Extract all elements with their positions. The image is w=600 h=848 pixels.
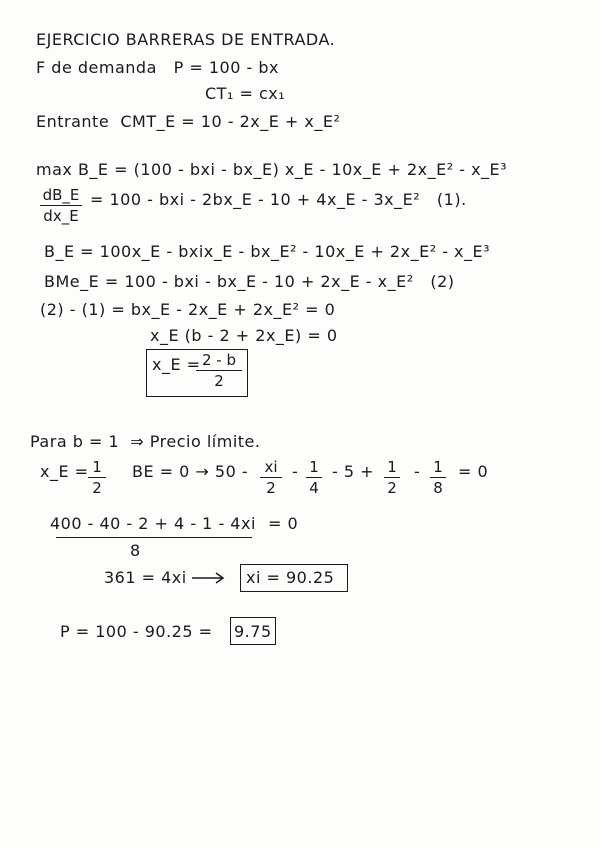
solution-denominator: 2	[214, 372, 224, 390]
equals-zero: = 0	[458, 462, 489, 481]
limit-price-heading: Para b = 1 ⇒ Precio límite.	[30, 432, 261, 451]
half-denominator: 2	[387, 479, 397, 497]
entrant-cost: Entrante CMT_E = 10 - 2x_E + x_E²	[36, 112, 341, 131]
xi-numerator: xi	[264, 458, 278, 476]
xi-result: xi = 90.25	[246, 568, 335, 587]
half-numerator: 1	[387, 458, 397, 476]
quarter-numerator: 1	[309, 458, 319, 476]
quarter-denominator: 4	[309, 479, 319, 497]
xe-numerator: 1	[92, 458, 102, 476]
fraction-bar	[40, 205, 82, 206]
combined-denominator: 8	[130, 541, 141, 560]
difference-equation: (2) - (1) = bx_E - 2x_E + 2x_E² = 0	[40, 300, 336, 319]
xi-fraction	[260, 458, 282, 497]
title: EJERCICIO BARRERAS DE ENTRADA.	[36, 30, 336, 49]
fraction-bar	[306, 477, 322, 478]
derivative-fraction	[40, 186, 82, 225]
xe-fraction	[88, 458, 106, 497]
solve-xi: 361 = 4xi	[104, 568, 187, 587]
limit-price-equation: P = 100 - 90.25 =	[60, 622, 213, 641]
incumbent-cost: CT₁ = cx₁	[205, 84, 286, 103]
average-profit: BMe_E = 100 - bxi - bx_E - 10 + 2x_E - x_E² (2)	[44, 272, 455, 291]
max-profit-entrant: max B_E = (100 - bxi - bx_E) x_E - 10x_E + 2x_E² - x_E³	[36, 160, 508, 179]
combined-numerator: 400 - 40 - 2 + 4 - 1 - 4xi	[50, 514, 256, 533]
fraction-bar	[384, 477, 400, 478]
factored-equation: x_E (b - 2 + 2x_E) = 0	[150, 326, 338, 345]
xi-denominator: 2	[266, 479, 276, 497]
eighth-fraction	[430, 458, 446, 497]
xe-denominator: 2	[92, 479, 102, 497]
eighth-denominator: 8	[433, 479, 443, 497]
eighth-numerator: 1	[433, 458, 443, 476]
xe-lhs: x_E =	[40, 462, 89, 481]
fraction-bar	[88, 477, 106, 478]
quarter-fraction	[306, 458, 322, 497]
combined-fraction-bar	[56, 537, 252, 538]
fraction-bar	[196, 370, 242, 371]
demand-function: F de demanda P = 100 - bx	[36, 58, 279, 77]
zero-profit-condition: BE = 0 → 50 -	[132, 462, 249, 481]
combined-equals-zero: = 0	[268, 514, 299, 533]
solution-fraction	[196, 351, 242, 390]
derivative-denominator: dx_E	[43, 207, 79, 225]
derivative-numerator: dB_E	[42, 186, 80, 204]
fraction-bar	[260, 477, 282, 478]
solution-numerator: 2 - b	[201, 351, 236, 369]
minus-sign: -	[292, 462, 299, 481]
arrow-right-icon	[190, 570, 226, 586]
profit-expansion: B_E = 100x_E - bxix_E - bx_E² - 10x_E + 2x_E² - x_E³	[44, 242, 491, 261]
fraction-bar	[430, 477, 446, 478]
price-result: 9.75	[234, 622, 272, 641]
middle-terms: - 5 +	[332, 462, 375, 481]
solution-lhs: x_E =	[152, 355, 201, 374]
minus-sign: -	[414, 462, 421, 481]
half-fraction	[384, 458, 400, 497]
derivative-expression: = 100 - bxi - 2bx_E - 10 + 4x_E - 3x_E² (1).	[90, 190, 467, 209]
